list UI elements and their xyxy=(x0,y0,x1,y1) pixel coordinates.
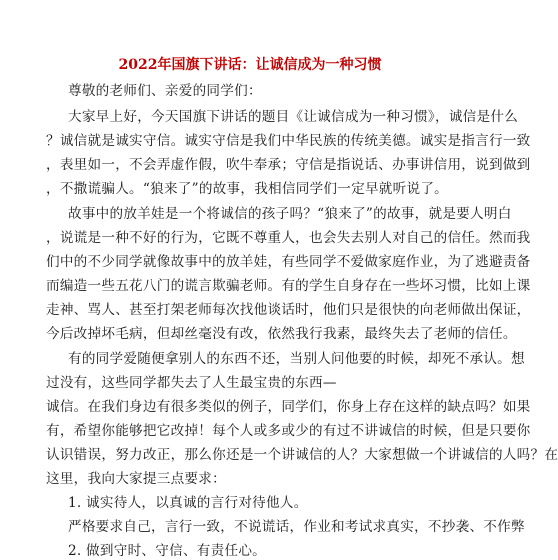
list-item: 1. 诚实待人，以真诚的言行对待他人。 xyxy=(68,495,308,511)
paragraph-line: 今后改掉坏毛病，但却丝毫没有改，依然我行我素，最终失去了老师的信任。 xyxy=(46,326,517,342)
paragraph-line: 认识错误，努力改正，那么你还是一个讲诚信的人？大家想做一个讲诚信的人吗？在 xyxy=(46,447,558,463)
document-title: 2022年国旗下讲话：让诚信成为一种习惯 xyxy=(118,57,382,73)
list-item: 2. 做到守时、守信、有责任心。 xyxy=(68,543,267,559)
paragraph-line: ，表里如一，不会弄虚作假，吹牛奉承；守信是指说话、办事讲信用，说到做到 xyxy=(46,157,531,173)
paragraph-line: 诚信。在我们身边有很多类似的例子，同学们，你身上存在这样的缺点吗？如果 xyxy=(46,399,531,415)
paragraph-line: 有的同学爱随便拿别人的东西不还，当别人问他要的时候，却死不承认。想 xyxy=(68,351,525,367)
paragraph-line: ？诚信就是诚实守信。诚实守信是我们中华民族的传统美德。诚实是指言行一致 xyxy=(46,133,531,149)
paragraph-line: ，不撒谎骗人。“狼来了”的故事，我相信同学们一定早就听说了。 xyxy=(46,181,449,197)
paragraph-line: 过没有，这些同学都失去了人生最宝贵的东西— xyxy=(46,375,337,391)
paragraph-line: 而编造一些五花八门的谎言欺骗老师。有的学生自身存在一些坏习惯，比如上课 xyxy=(46,278,531,294)
paragraph-line: 故事中的放羊娃是一个将诚信的孩子吗？“狼来了”的故事，就是要人明白 xyxy=(68,206,512,222)
paragraph-line: ，说谎是一种不好的行为，它既不尊重人，也会失去别人对自己的信任。然而我 xyxy=(46,230,531,246)
salutation: 尊敬的老师们、亲爱的同学们： xyxy=(68,83,262,99)
paragraph-line: 大家早上好，今天国旗下讲话的题目《让诚信成为一种习惯》，诚信是什么 xyxy=(68,109,519,125)
paragraph-line: 走神、骂人、甚至打架老师每次找他谈话时，他们只是很快的向老师做出保证， xyxy=(46,302,531,318)
paragraph-line: 们中的不少同学就像故事中的放羊娃，有些同学不爱做家庭作业，为了逃避责备 xyxy=(46,254,531,270)
paragraph-line: 这里，我向大家提三点要求： xyxy=(46,471,226,487)
paragraph-line: 有，希望你能够把它改掉！每个人或多或少的有过不讲诚信的时候，但是只要你 xyxy=(46,423,531,439)
paragraph-line: 严格要求自己，言行一致，不说谎话，作业和考试求真实，不抄袭、不作弊 xyxy=(68,519,525,535)
